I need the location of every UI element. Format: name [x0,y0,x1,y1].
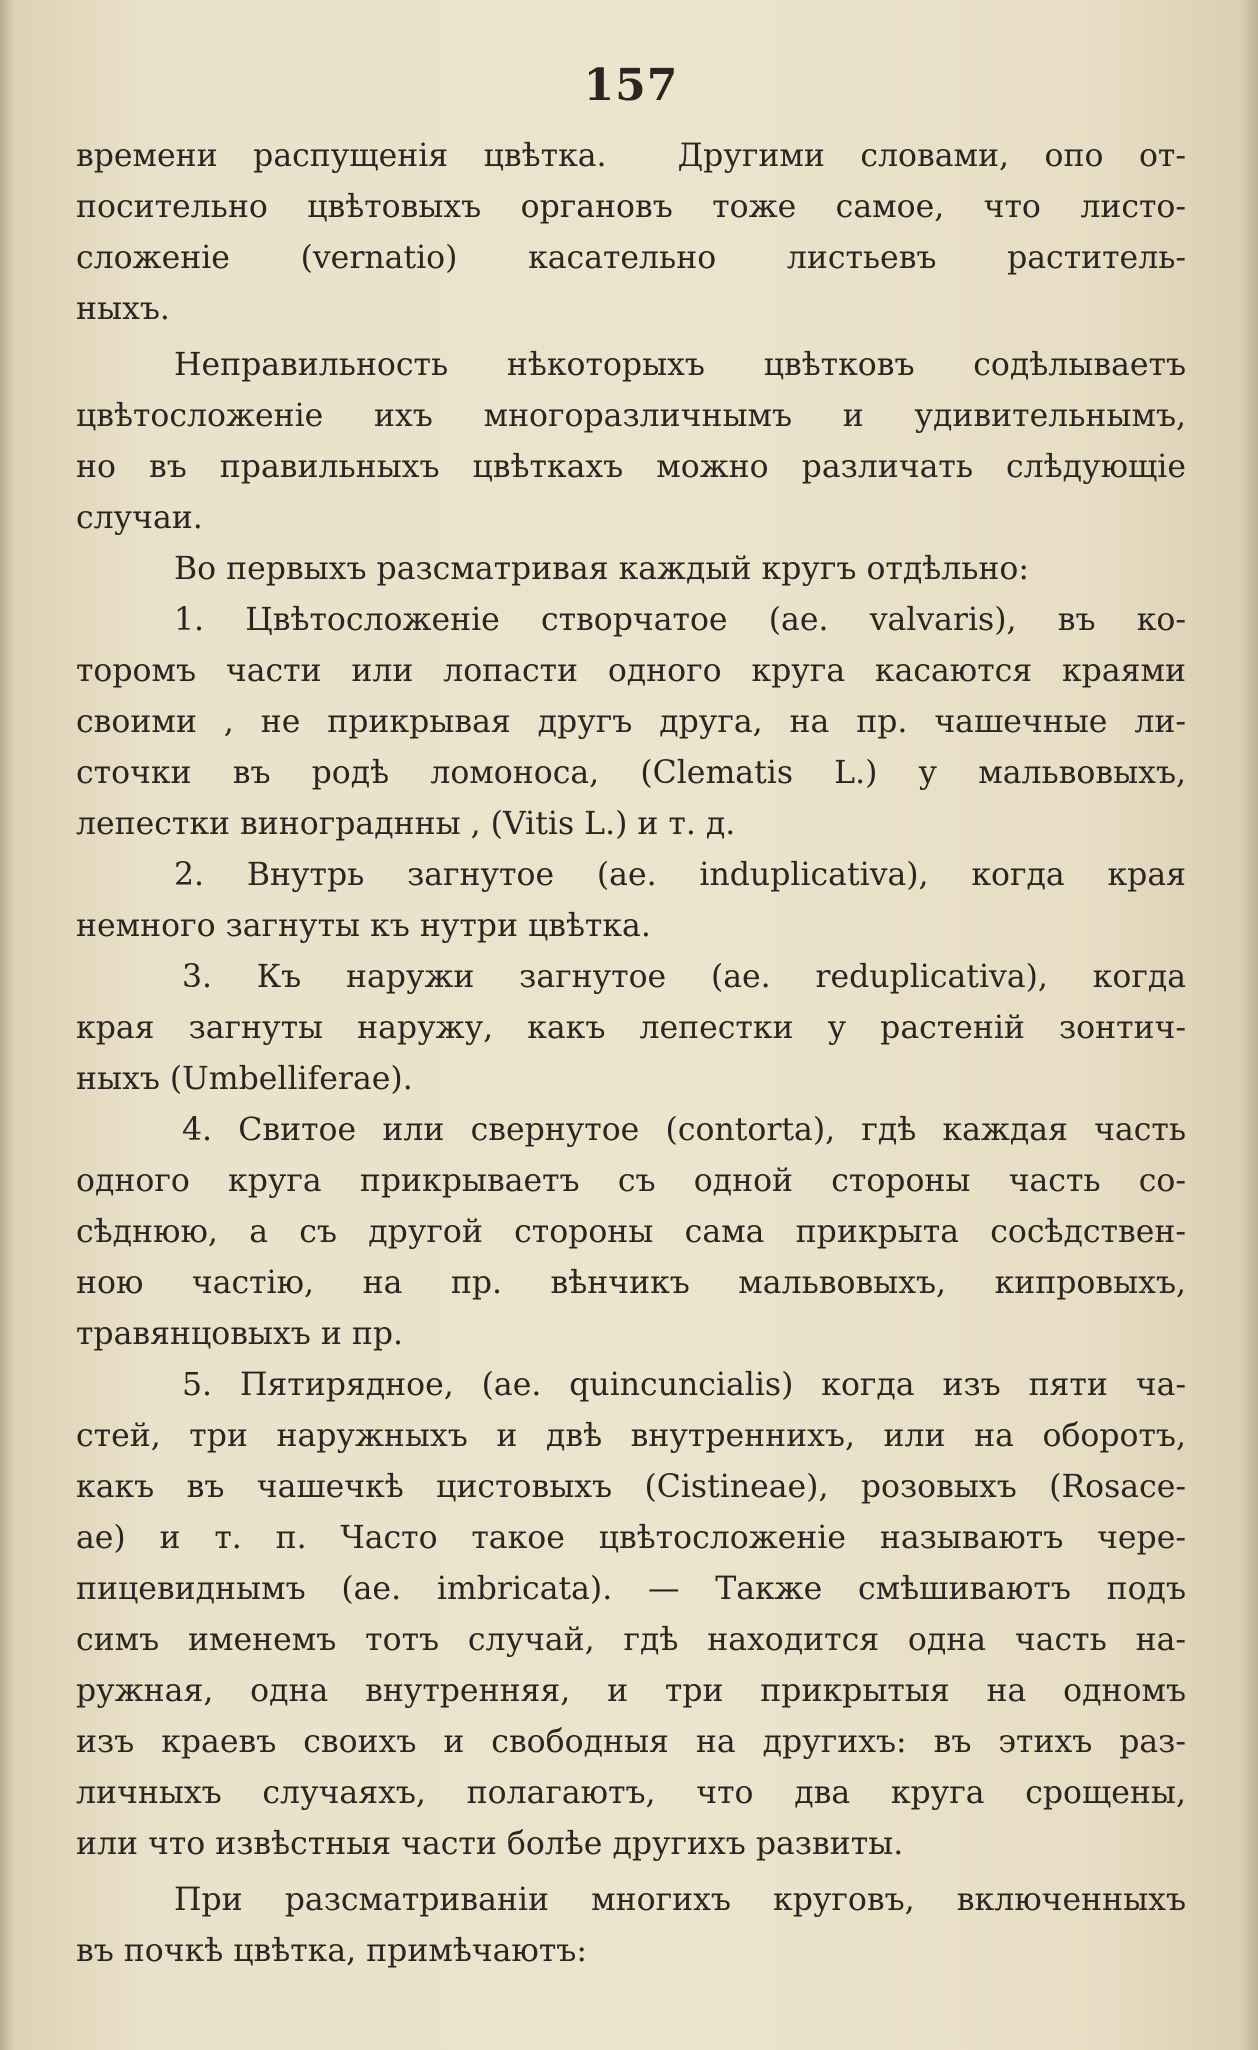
text-line: личныхъ случаяхъ, полагаютъ, что два круга срощены, [76,1775,1186,1811]
text-line: симъ именемъ тотъ случай, гдѣ находится одна часть на- [76,1622,1186,1658]
text-line: но въ правильныхъ цвѣткахъ можно различать слѣдующіе [76,449,1186,485]
text-line: 4. Свитое или свернутое (contorta), гдѣ каждая часть [182,1112,1186,1148]
text-line: Неправильность нѣкоторыхъ цвѣтковъ содѣлываетъ [174,347,1186,383]
body-text [76,131,1186,335]
text-line: немного загнуты къ нутри цвѣтка. [76,908,651,944]
text-line: ныхъ. [76,291,170,327]
text-line: ружная, одна внутренняя, и три прикрытыя на одномъ [76,1673,1186,1709]
text-line: края загнуты наружу, какъ лепестки у растеній зонтич- [76,1010,1186,1046]
text-line: 2. Внутрь загнутое (ae. induplicativa), когда края [174,857,1186,893]
text-line: сложеніе (vernatio) касательно листьевъ раститель- [76,240,1186,276]
text-line: сточки въ родѣ ломоноса, (Clematis L.) у мальвовыхъ, [76,755,1186,791]
text-line: пицевиднымъ (ae. imbricata). — Также смѣшиваютъ подъ [76,1571,1186,1607]
text-line: сѣднюю, а съ другой стороны сама прикрыта сосѣдствен- [76,1214,1186,1250]
text-line: ною частію, на пр. вѣнчикъ мальвовыхъ, кипровыхъ, [76,1265,1186,1301]
text-line: цвѣтосложеніе ихъ многоразличнымъ и удивительнымъ, [76,398,1186,434]
text-line: 5. Пятирядное, (ae. quincuncialis) когда изъ пяти ча- [182,1367,1186,1403]
text-line: какъ въ чашечкѣ цистовыхъ (Cistineae), розовыхъ (Rosace- [76,1469,1186,1505]
text-line: травянцовыхъ и пр. [76,1316,403,1352]
text-line: Во первыхъ разсматривая каждый кругъ отдѣльно: [174,551,1029,587]
body-text-lines [76,340,1186,1977]
text-line: случаи. [76,500,203,536]
text-line: ae) и т. п. Часто такое цвѣтосложеніе называютъ чере- [76,1520,1186,1556]
text-line: одного круга прикрываетъ съ одной стороны часть со- [76,1163,1186,1199]
text-line: въ почкѣ цвѣтка, примѣчаютъ: [76,1933,587,1969]
text-line: стей, три наружныхъ и двѣ внутреннихъ, или на оборотъ, [76,1418,1186,1454]
text-line: времени распущенія цвѣтка. Другими словами, опо от- [76,138,1186,174]
text-line: лепестки винограднны , (Vitis L.) и т. д. [76,806,736,842]
text-line: При разсматриваніи многихъ круговъ, включенныхъ [174,1882,1186,1918]
text-line: 1. Цвѣтосложеніе створчатое (ae. valvaris), въ ко- [174,602,1186,638]
text-line: посительно цвѣтовыхъ органовъ тоже самое, что листо- [76,189,1186,225]
text-line: своими , не прикрывая другъ друга, на пр. чашечные ли- [76,704,1186,740]
page-number: 157 [583,60,679,111]
text-line: торомъ части или лопасти одного круга касаются краями [76,653,1186,689]
first-paragraph-source [76,1977,77,1978]
text-line: ныхъ (Umbelliferae). [76,1061,413,1097]
text-line: или что извѣстныя части болѣе другихъ развиты. [76,1826,904,1862]
text-line: изъ краевъ своихъ и свободныя на другихъ: въ этихъ раз- [76,1724,1186,1760]
text-line: 3. Къ наружи загнутое (ae. reduplicativa), когда [182,959,1186,995]
